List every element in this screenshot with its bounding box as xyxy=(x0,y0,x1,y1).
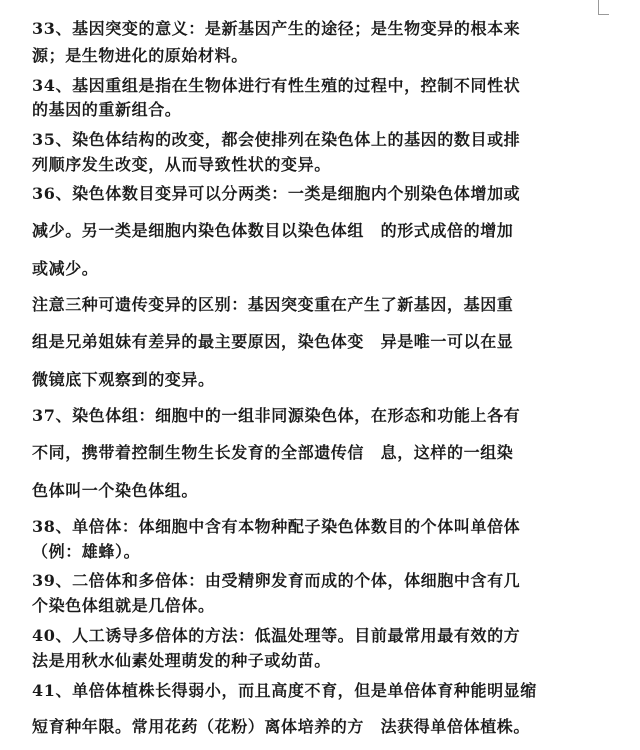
text-line: 组是兄弟姐妹有差异的最主要原因，染色体变 异是唯一可以在显 xyxy=(32,332,514,351)
text-line: 源；是生物进化的原始材料。 xyxy=(32,46,248,65)
text-line: 注意三种可遗传变异的区别：基因突变重在产生了新基因，基因重 xyxy=(32,295,514,314)
text-line: 40、人工诱导多倍体的方法：低温处理等。目前最常用最有效的方 xyxy=(32,626,521,645)
text-line: 法是用秋水仙素处理萌发的种子或幼苗。 xyxy=(32,651,331,670)
text-line: 39、二倍体和多倍体：由受精卵发育而成的个体，体细胞中含有几 xyxy=(32,571,521,590)
text-line: 的基因的重新组合。 xyxy=(32,100,182,119)
text-line: 37、染色体组：细胞中的一组非同源染色体，在形态和功能上各有 xyxy=(32,406,521,425)
text-line: 或减少。 xyxy=(32,259,99,278)
text-line: 不同，携带着控制生物生长发育的全部遗传信 息，这样的一组染 xyxy=(32,443,514,462)
text-line: 色体叫一个染色体组。 xyxy=(32,481,199,500)
page-corner-mark xyxy=(598,0,609,15)
text-line: 列顺序发生改变，从而导致性状的变异。 xyxy=(32,155,331,174)
text-line: 36、染色体数目变异可以分两类：一类是细胞内个别染色体增加或 xyxy=(32,184,521,203)
text-line: 34、基因重组是指在生物体进行有性生殖的过程中，控制不同性状 xyxy=(32,76,521,95)
text-line: 微镜底下观察到的变异。 xyxy=(32,370,215,389)
text-line: 35、染色体结构的改变，都会使排列在染色体上的基因的数目或排 xyxy=(32,130,521,149)
text-line: （例：雄蜂）。 xyxy=(32,542,141,561)
text-line: 减少。另一类是细胞内染色体数目以染色体组 的形式成倍的增加 xyxy=(32,221,514,240)
text-line: 33、基因突变的意义：是新基因产生的途径；是生物变异的根本来 xyxy=(32,19,521,38)
text-line: 38、单倍体：体细胞中含有本物种配子染色体数目的个体叫单倍体 xyxy=(32,517,521,536)
text-line: 41、单倍体植株长得弱小，而且高度不育，但是单倍体育种能明显缩 xyxy=(32,681,537,700)
text-line: 短育种年限。常用花药（花粉）离体培养的方 法获得单倍体植株。 xyxy=(32,717,531,736)
text-line: 个染色体组就是几倍体。 xyxy=(32,596,215,615)
